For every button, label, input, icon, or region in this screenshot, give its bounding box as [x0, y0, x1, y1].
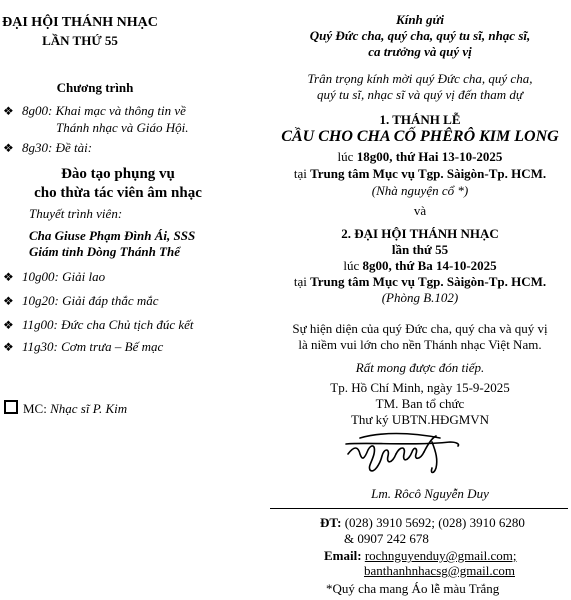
event1-time: 18g00, thứ Hai 13-10-2025 [356, 149, 503, 164]
greeting: Kính gửi [396, 12, 444, 27]
event1-title: CẦU CHO CHA CỐ PHÊRÔ KIM LONG [281, 128, 559, 145]
contact-phone [320, 515, 525, 531]
place-date: Tp. Hồ Chí Minh, ngày 15-9-2025 [330, 380, 510, 395]
secretary: Thư ký UBTN.HĐGMVN [350, 412, 490, 427]
diamond-bullet-icon: ❖ [3, 104, 14, 118]
welcome-text: Rất mong được đón tiếp. [355, 360, 485, 375]
schedule-time: 8g30 [22, 140, 48, 155]
schedule-item-10g00: 10g00: Giải lao [22, 269, 106, 284]
schedule-text: Đức cha Chủ tịch đúc kết [61, 317, 194, 332]
schedule-time: 8g00 [22, 103, 48, 118]
event2-heading: 2. ĐẠI HỘI THÁNH NHẠC [341, 226, 499, 241]
event2-time-prefix: lúc [343, 258, 363, 273]
addressees-line1: Quý Đức cha, quý cha, quý tu sĩ, nhạc sĩ, [309, 28, 531, 43]
mc-line [4, 400, 127, 417]
email-link-2[interactable]: banthanhnhacsg@gmail.com [364, 563, 515, 578]
speaker-title: Giám tỉnh Dòng Thánh Thể [29, 244, 180, 259]
program-heading: Chương trình [56, 80, 134, 95]
diamond-bullet-icon: ❖ [3, 318, 14, 332]
invite-line2: quý tu sĩ, nhạc sĩ và quý vị đến tham dự [316, 87, 524, 102]
contact-email [324, 548, 517, 564]
diamond-bullet-icon: ❖ [3, 270, 14, 284]
left-title [0, 14, 160, 50]
event2-place: Trung tâm Mục vụ Tgp. Sàigòn-Tp. HCM. [310, 274, 547, 289]
checkbox-icon [4, 400, 18, 414]
speaker-label: Thuyết trình viên: [29, 206, 123, 221]
schedule-time: 11g30 [22, 339, 54, 354]
schedule-time: 11g00 [22, 317, 54, 332]
schedule-text: Giải đáp thắc mắc [62, 293, 159, 308]
event2-room-text: (Phòng B.102) [381, 290, 459, 305]
left-title-line1: ĐẠI HỘI THÁNH NHẠC [2, 15, 158, 30]
schedule-item-11g30: 11g30: Cơm trưa – Bế mạc [22, 339, 164, 354]
topic-title [0, 165, 236, 203]
presence-line2: là niềm vui lớn cho nền Thánh nhạc Việt Nam. [298, 337, 542, 352]
mc-label: MC: [23, 401, 47, 416]
schedule-time: 10g20 [22, 293, 55, 308]
schedule-time: 10g00 [22, 269, 55, 284]
event1-place: Trung tâm Mục vụ Tgp. Sàigòn-Tp. HCM. [310, 166, 547, 181]
schedule-text: Khai mạc và thông tin về [55, 103, 186, 118]
invite-line1: Trân trọng kính mời quý Đức cha, quý cha, [307, 71, 533, 86]
diamond-bullet-icon: ❖ [3, 141, 14, 155]
event1-place-prefix: tại [293, 166, 311, 181]
schedule-text: Cơm trưa – Bế mạc [61, 339, 164, 354]
signer-name: Lm. Rôcô Nguyễn Duy [371, 486, 489, 501]
event1-room [272, 183, 568, 199]
event2-room [272, 290, 568, 306]
left-title-line2: LẦN THỨ 55 [42, 33, 118, 48]
event2-time-line [272, 258, 568, 274]
organizer: TM. Ban tổ chức [375, 396, 465, 411]
schedule-item-11g00: 11g00: Đức cha Chủ tịch đúc kết [22, 317, 194, 332]
contact-phone-2: & 0907 242 678 [344, 531, 429, 546]
topic-line1: Đào tạo phụng vụ [61, 166, 175, 182]
event2-sub: lần thứ 55 [391, 242, 449, 257]
signature-image [340, 424, 480, 480]
presence-line1: Sự hiện diện của quý Đức cha, quý cha và quý vị [292, 321, 548, 336]
phone-label: ĐT: [320, 515, 342, 530]
mc-value: Nhạc sĩ P. Kim [50, 401, 128, 416]
vestment-note: *Quý cha mang Áo lễ màu Trắng [326, 581, 500, 596]
event2-time: 8g00, thứ Ba 14-10-2025 [362, 258, 497, 273]
schedule-item-8g00-cont: Thánh nhạc và Giáo Hội. [56, 120, 189, 135]
event1-time-line [272, 149, 568, 165]
and-text: và [413, 203, 427, 218]
event2-place-line [272, 274, 568, 290]
email-label: Email: [324, 548, 362, 563]
diamond-bullet-icon: ❖ [3, 294, 14, 308]
contact-divider [270, 508, 568, 509]
event1-time-prefix: lúc [337, 149, 357, 164]
speaker-name: Cha Giuse Phạm Đình Ái, SSS [29, 228, 196, 243]
phone-numbers: (028) 3910 5692; (028) 3910 6280 [344, 515, 525, 530]
topic-line2: cho thừa tác viên âm nhạc [34, 185, 202, 201]
schedule-text: Giải lao [62, 269, 106, 284]
schedule-text: Đề tài: [55, 140, 93, 155]
event1-heading: 1. THÁNH LỄ [379, 112, 461, 127]
event2-place-prefix: tại [293, 274, 311, 289]
schedule-item-8g00: 8g00: Khai mạc và thông tin về [22, 103, 186, 118]
schedule-item-8g30: 8g30: Đề tài: [22, 140, 93, 155]
event1-place-line [272, 166, 568, 182]
schedule-item-10g20: 10g20: Giải đáp thắc mắc [22, 293, 159, 308]
diamond-bullet-icon: ❖ [3, 340, 14, 354]
addressees-line2: ca trưởng và quý vị [368, 44, 472, 59]
event1-room-text: (Nhà nguyện cổ *) [371, 183, 469, 198]
email-link-1[interactable]: rochnguyenduy@gmail.com; [364, 548, 517, 563]
